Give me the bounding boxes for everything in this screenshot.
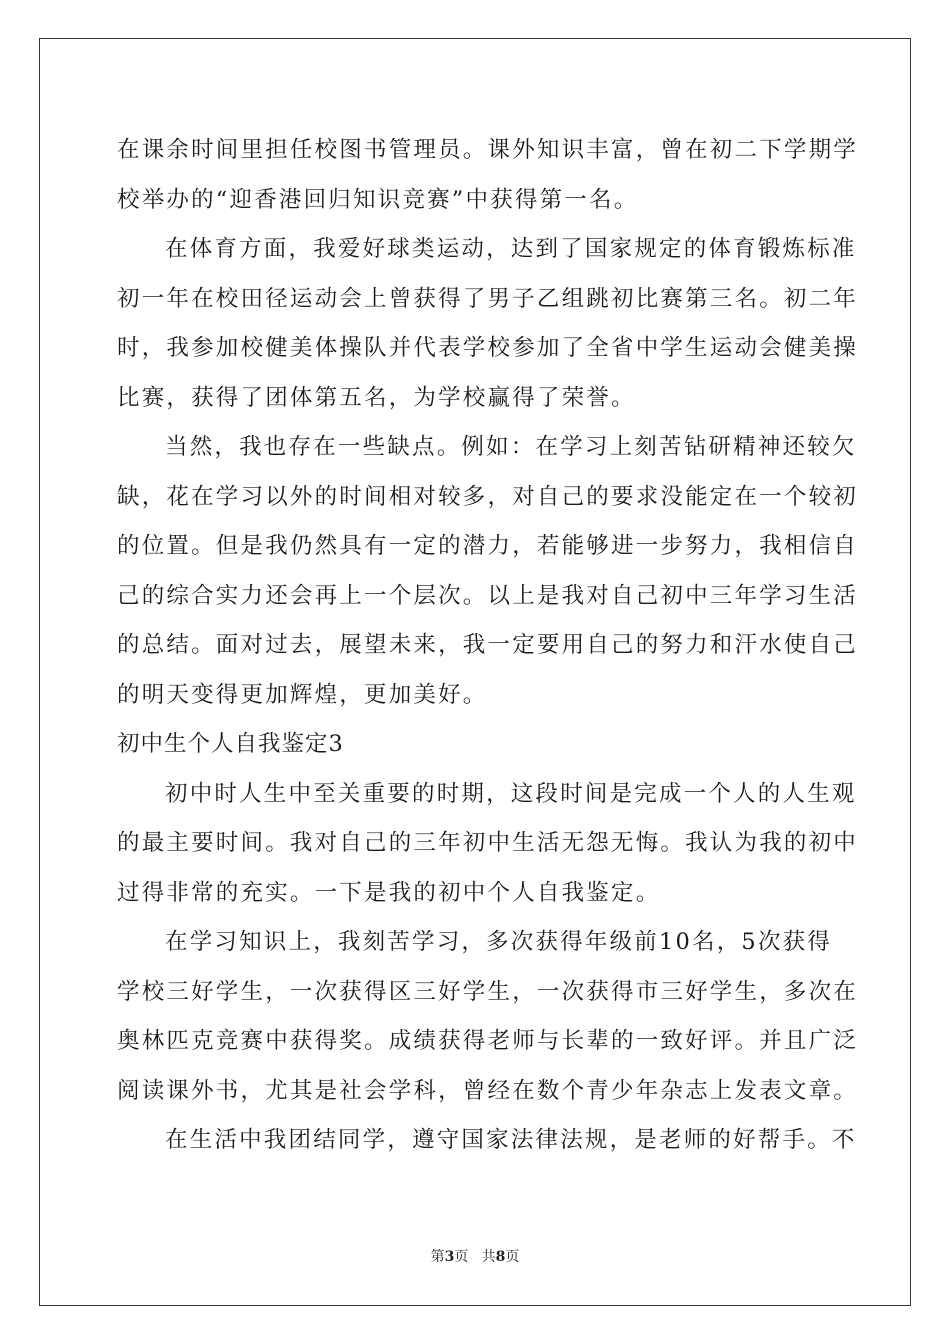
text-line: 奥林匹克竞赛中获得奖。成绩获得老师与长辈的一致好评。并且广泛 bbox=[117, 1028, 859, 1054]
text-line: 己的综合实力还会再上一个层次。以上是我对自己初中三年学习生活 bbox=[117, 582, 859, 609]
section-heading: 初中生个人自我鉴定3 bbox=[117, 731, 344, 757]
text-line: 在课余时间里担任校图书管理员。课外知识丰富，曾在初二下学期学 bbox=[117, 137, 859, 163]
text-line: 的总结。面对过去，展望未来，我一定要用自己的努力和汗水使自己 bbox=[117, 632, 859, 658]
text-line: 初一年在校田径运动会上曾获得了男子乙组跳初比赛第三名。初二年 bbox=[117, 285, 859, 312]
text-line: 时，我参加校健美体操队并代表学校参加了全省中学生运动会健美操 bbox=[117, 335, 859, 361]
text-line: 的明天变得更加辉煌，更加美好。 bbox=[117, 681, 488, 708]
page-footer bbox=[0, 1246, 950, 1266]
total-label-prefix: 共 bbox=[481, 1249, 496, 1265]
text-line: 的位置。但是我仍然具有一定的潜力，若能够进一步努力，我相信自 bbox=[117, 533, 859, 559]
text-line: 学校三好学生，一次获得区三好学生，一次获得市三好学生，多次在 bbox=[117, 978, 859, 1005]
text-line: 的最主要时间。我对自己的三年初中生活无怨无悔。我认为我的初中 bbox=[117, 830, 859, 856]
page-label-prefix: 第 bbox=[430, 1249, 445, 1265]
text-line: 在体育方面，我爱好球类运动，达到了国家规定的体育锻炼标准 bbox=[165, 236, 857, 262]
text-line: 阅读课外书，尤其是社会学科，曾经在数个青少年杂志上发表文章。 bbox=[117, 1077, 859, 1104]
total-label-suffix: 页 bbox=[505, 1249, 520, 1265]
text-line: 当然，我也存在一些缺点。例如：在学习上刻苦钻研精神还较欠 bbox=[165, 434, 857, 460]
text-line: 缺，花在学习以外的时间相对较多，对自己的要求没能定在一个较初 bbox=[117, 483, 859, 510]
text-line: 比赛，获得了团体第五名，为学校赢得了荣誉。 bbox=[117, 384, 636, 411]
text-line: 过得非常的充实。一下是我的初中个人自我鉴定。 bbox=[117, 879, 661, 906]
document-body bbox=[117, 126, 859, 1166]
page-number: 3 bbox=[444, 1249, 455, 1265]
text-line: 校举办的“迎香港回归知识竞赛”中获得第一名。 bbox=[117, 186, 639, 213]
page-label-suffix: 页 bbox=[454, 1249, 469, 1265]
text-line: 初中时人生中至关重要的时期，这段时间是完成一个人的人生观 bbox=[165, 780, 857, 807]
text-line: 在学习知识上，我刻苦学习，多次获得年级前10名，5次获得 bbox=[165, 929, 833, 955]
text-line: 在生活中我团结同学，遵守国家法律法规，是老师的好帮手。不 bbox=[165, 1127, 857, 1153]
total-pages: 8 bbox=[495, 1249, 506, 1265]
